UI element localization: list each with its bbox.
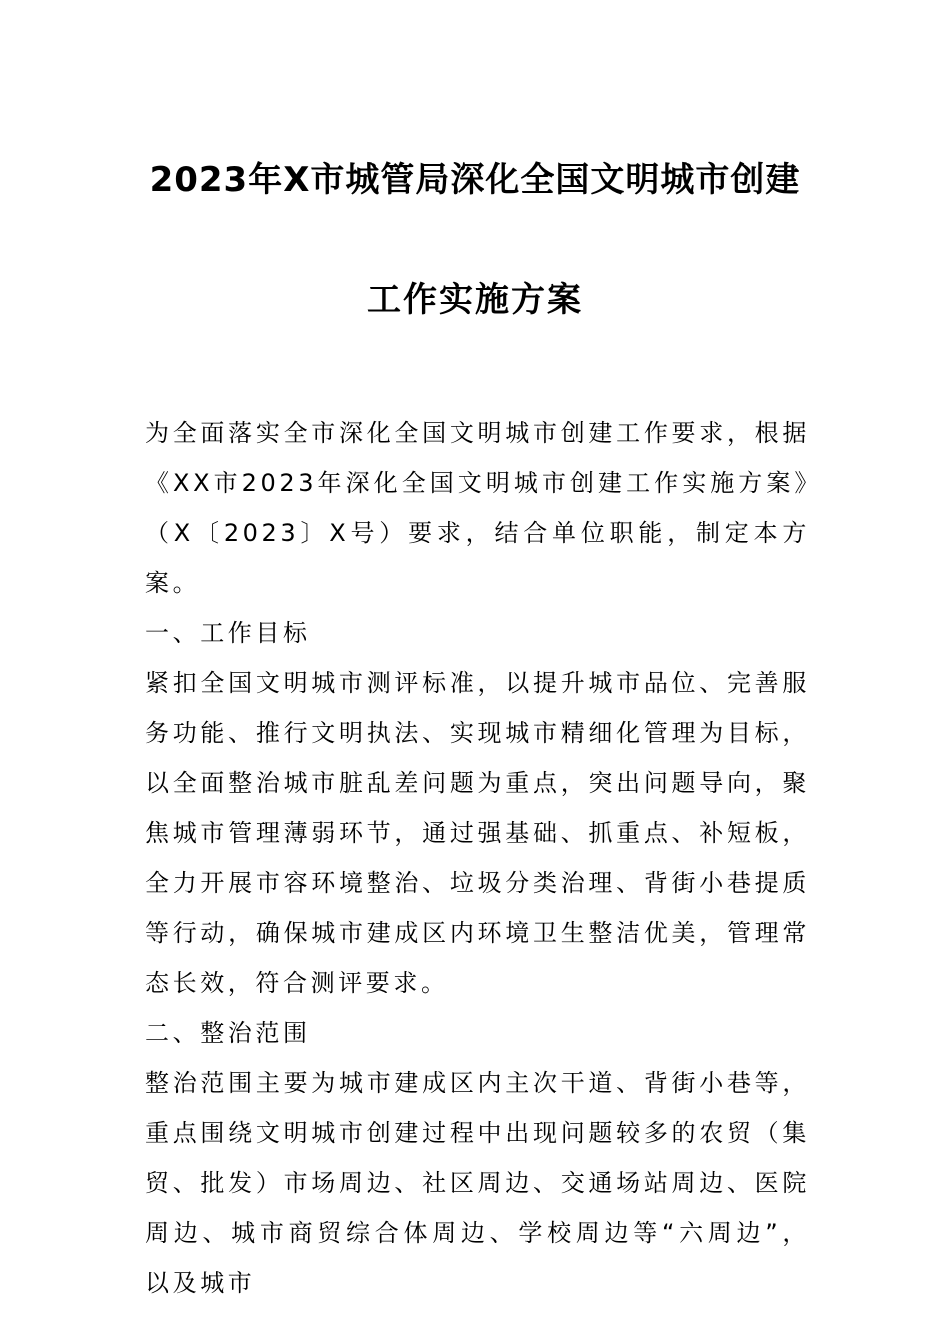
document-body xyxy=(145,408,810,1308)
document-title-line-1: 2023年X市城管局深化全国文明城市创建 xyxy=(149,160,801,200)
section-heading-scope: 二、整治范围 xyxy=(145,1019,311,1047)
document-title-line-2: 工作实施方案 xyxy=(367,280,583,320)
scope-paragraph: 整治范围主要为城市建成区内主次干道、背街小巷等，重点围绕文明城市创建过程中出现问题较多的农贸（集贸、批发）市场周边、社区周边、交通场站周边、医院周边、城市商贸综合体周边、学校周边等“六周边”，以及城市 xyxy=(145,1069,810,1297)
work-goals-paragraph: 紧扣全国文明城市测评标准，以提升城市品位、完善服务功能、推行文明执法、实现城市精细化管理为目标，以全面整治城市脏乱差问题为重点，突出问题导向，聚焦城市管理薄弱环节，通过强基础、抓重点、补短板，全力开展市容环境整治、垃圾分类治理、背街小巷提质等行动，确保城市建成区内环境卫生整洁优美，管理常态长效，符合测评要求。 xyxy=(145,669,810,997)
section-heading-work-goals: 一、工作目标 xyxy=(145,619,311,647)
intro-paragraph: 为全面落实全市深化全国文明城市创建工作要求，根据《XX市2023年深化全国文明城市创建工作实施方案》（X〔2023〕X号）要求，结合单位职能，制定本方案。 xyxy=(145,419,810,597)
